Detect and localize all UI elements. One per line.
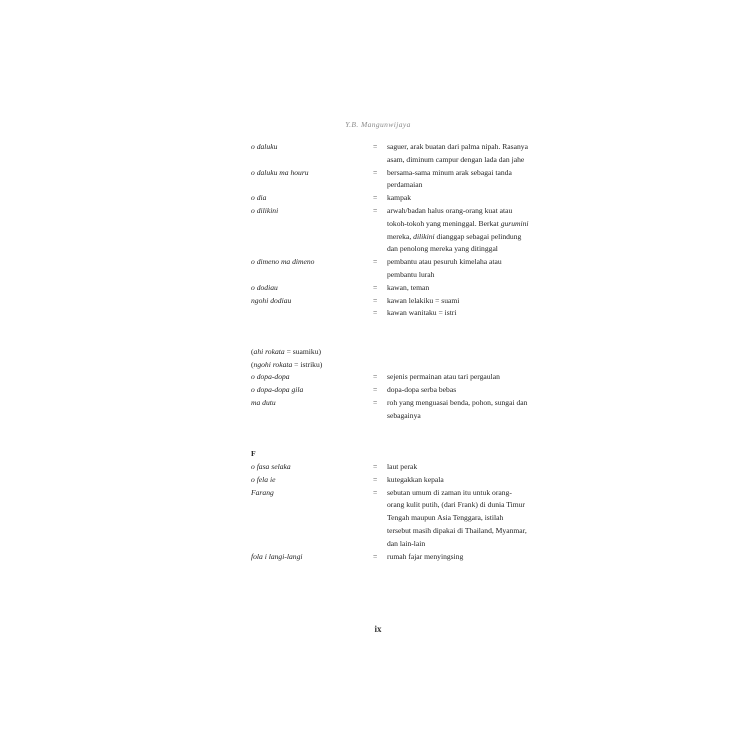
glossary-entry	[251, 295, 541, 308]
entry-equals: =	[373, 487, 378, 497]
glossary-note	[251, 359, 541, 372]
entry-definition: roh yang menguasai benda, pohon, sungai dan sebagainya	[387, 397, 528, 420]
entry-term: o dilikini	[251, 205, 279, 215]
section-letter-f: F	[251, 449, 256, 459]
entry-equals: =	[373, 551, 378, 561]
glossary-note	[251, 346, 541, 359]
glossary-entry	[251, 256, 541, 282]
definition-italic-term: gurumini	[500, 218, 529, 228]
glossary-entry	[251, 141, 541, 167]
entry-term: o dia	[251, 193, 267, 203]
entry-definition: sejenis permainan atau tari pergaulan	[387, 372, 500, 382]
note-term: ahi rokata	[253, 346, 285, 356]
entry-equals: =	[373, 397, 378, 407]
entry-equals: =	[373, 385, 378, 395]
entry-equals: =	[373, 142, 378, 151]
definition-text: dianggap sebagai pelindung dan penolong mereka yang ditinggal	[387, 231, 522, 254]
entry-equals: =	[373, 461, 378, 471]
entry-term: o fasa selaka	[251, 461, 291, 471]
glossary-entry	[251, 397, 541, 423]
note-text: = suamiku)	[284, 346, 322, 356]
definition-italic-term: dilikini	[413, 231, 435, 241]
entry-definition: rumah fajar menyingsing	[387, 551, 464, 561]
running-head: Y.B. Mangunwijaya	[345, 120, 411, 129]
glossary-entry	[251, 307, 541, 320]
glossary-entry	[251, 487, 541, 551]
spacer	[251, 423, 541, 449]
page-number: ix	[374, 624, 382, 634]
entry-equals: =	[373, 257, 378, 267]
glossary-entry	[251, 551, 541, 564]
entry-definition: kawan lelakiku = suami	[387, 295, 460, 305]
entry-term: o dimeno ma dimeno	[251, 257, 315, 267]
entry-equals: =	[373, 193, 378, 203]
entry-term: o dopa-dopa gila	[251, 385, 304, 395]
entry-definition: kampak	[387, 193, 412, 203]
entry-term: o dopa-dopa	[251, 372, 290, 382]
entry-definition: laut perak	[387, 461, 418, 471]
entry-term	[251, 307, 373, 320]
definition-text: mereka,	[387, 231, 414, 241]
entry-equals: =	[373, 282, 378, 292]
entry-equals: =	[373, 372, 378, 382]
entry-definition: kutegakkan kepala	[387, 474, 444, 484]
definition-text: arwah/badan halus orang-orang kuat atau tokoh-tokoh yang meninggal. Berkat	[387, 205, 513, 228]
entry-definition: kawan, teman	[387, 282, 430, 292]
entry-term: Farang	[251, 487, 274, 497]
entry-term: ma dutu	[251, 397, 276, 407]
glossary-entry	[251, 205, 541, 256]
entry-definition	[387, 205, 529, 256]
glossary-entry	[251, 384, 541, 397]
entry-definition: kawan wanitaku = istri	[387, 308, 457, 318]
glossary	[251, 141, 541, 563]
entry-term: o fela ie	[251, 474, 276, 484]
glossary-entry	[251, 371, 541, 384]
glossary-entry	[251, 167, 541, 193]
note-paren: (	[251, 359, 254, 369]
entry-term: ngohi dodiau	[251, 295, 292, 305]
entry-equals: =	[373, 167, 378, 177]
entry-equals: =	[373, 308, 378, 318]
entry-definition: dopa-dopa serba bebas	[387, 385, 457, 395]
entry-equals: =	[373, 205, 378, 215]
entry-definition: sebutan umum di zaman itu untuk orang-orang kulit putih, (dari Frank) di dunia Timur Tengah maupun Asia Tenggara, istilah tersebut masih dipakai di Thailand, Myanmar, dan lain-lain	[387, 487, 527, 548]
glossary-entry	[251, 461, 541, 474]
spacer	[251, 320, 541, 346]
note-term: ngohi rokata	[253, 359, 293, 369]
entry-term: fola i langi-langi	[251, 551, 303, 561]
entry-definition: saguer, arak buatan dari palma nipah. Rasanya asam, diminum campur dengan lada dan jahe	[387, 142, 528, 164]
entry-equals: =	[373, 474, 378, 484]
glossary-entry	[251, 282, 541, 295]
entry-equals: =	[373, 295, 378, 305]
entry-term: o daluku	[251, 142, 278, 151]
entry-term: o dodiau	[251, 282, 278, 292]
note-text: = istriku)	[292, 359, 323, 369]
entry-definition: pembantu atau pesuruh kimelaha atau pembantu lurah	[387, 257, 502, 279]
glossary-entry	[251, 474, 541, 487]
glossary-entry	[251, 192, 541, 205]
entry-term: o daluku ma houru	[251, 167, 309, 177]
note-paren: (	[251, 346, 254, 356]
entry-definition: bersama-sama minum arak sebagai tanda perdamaian	[387, 167, 512, 190]
